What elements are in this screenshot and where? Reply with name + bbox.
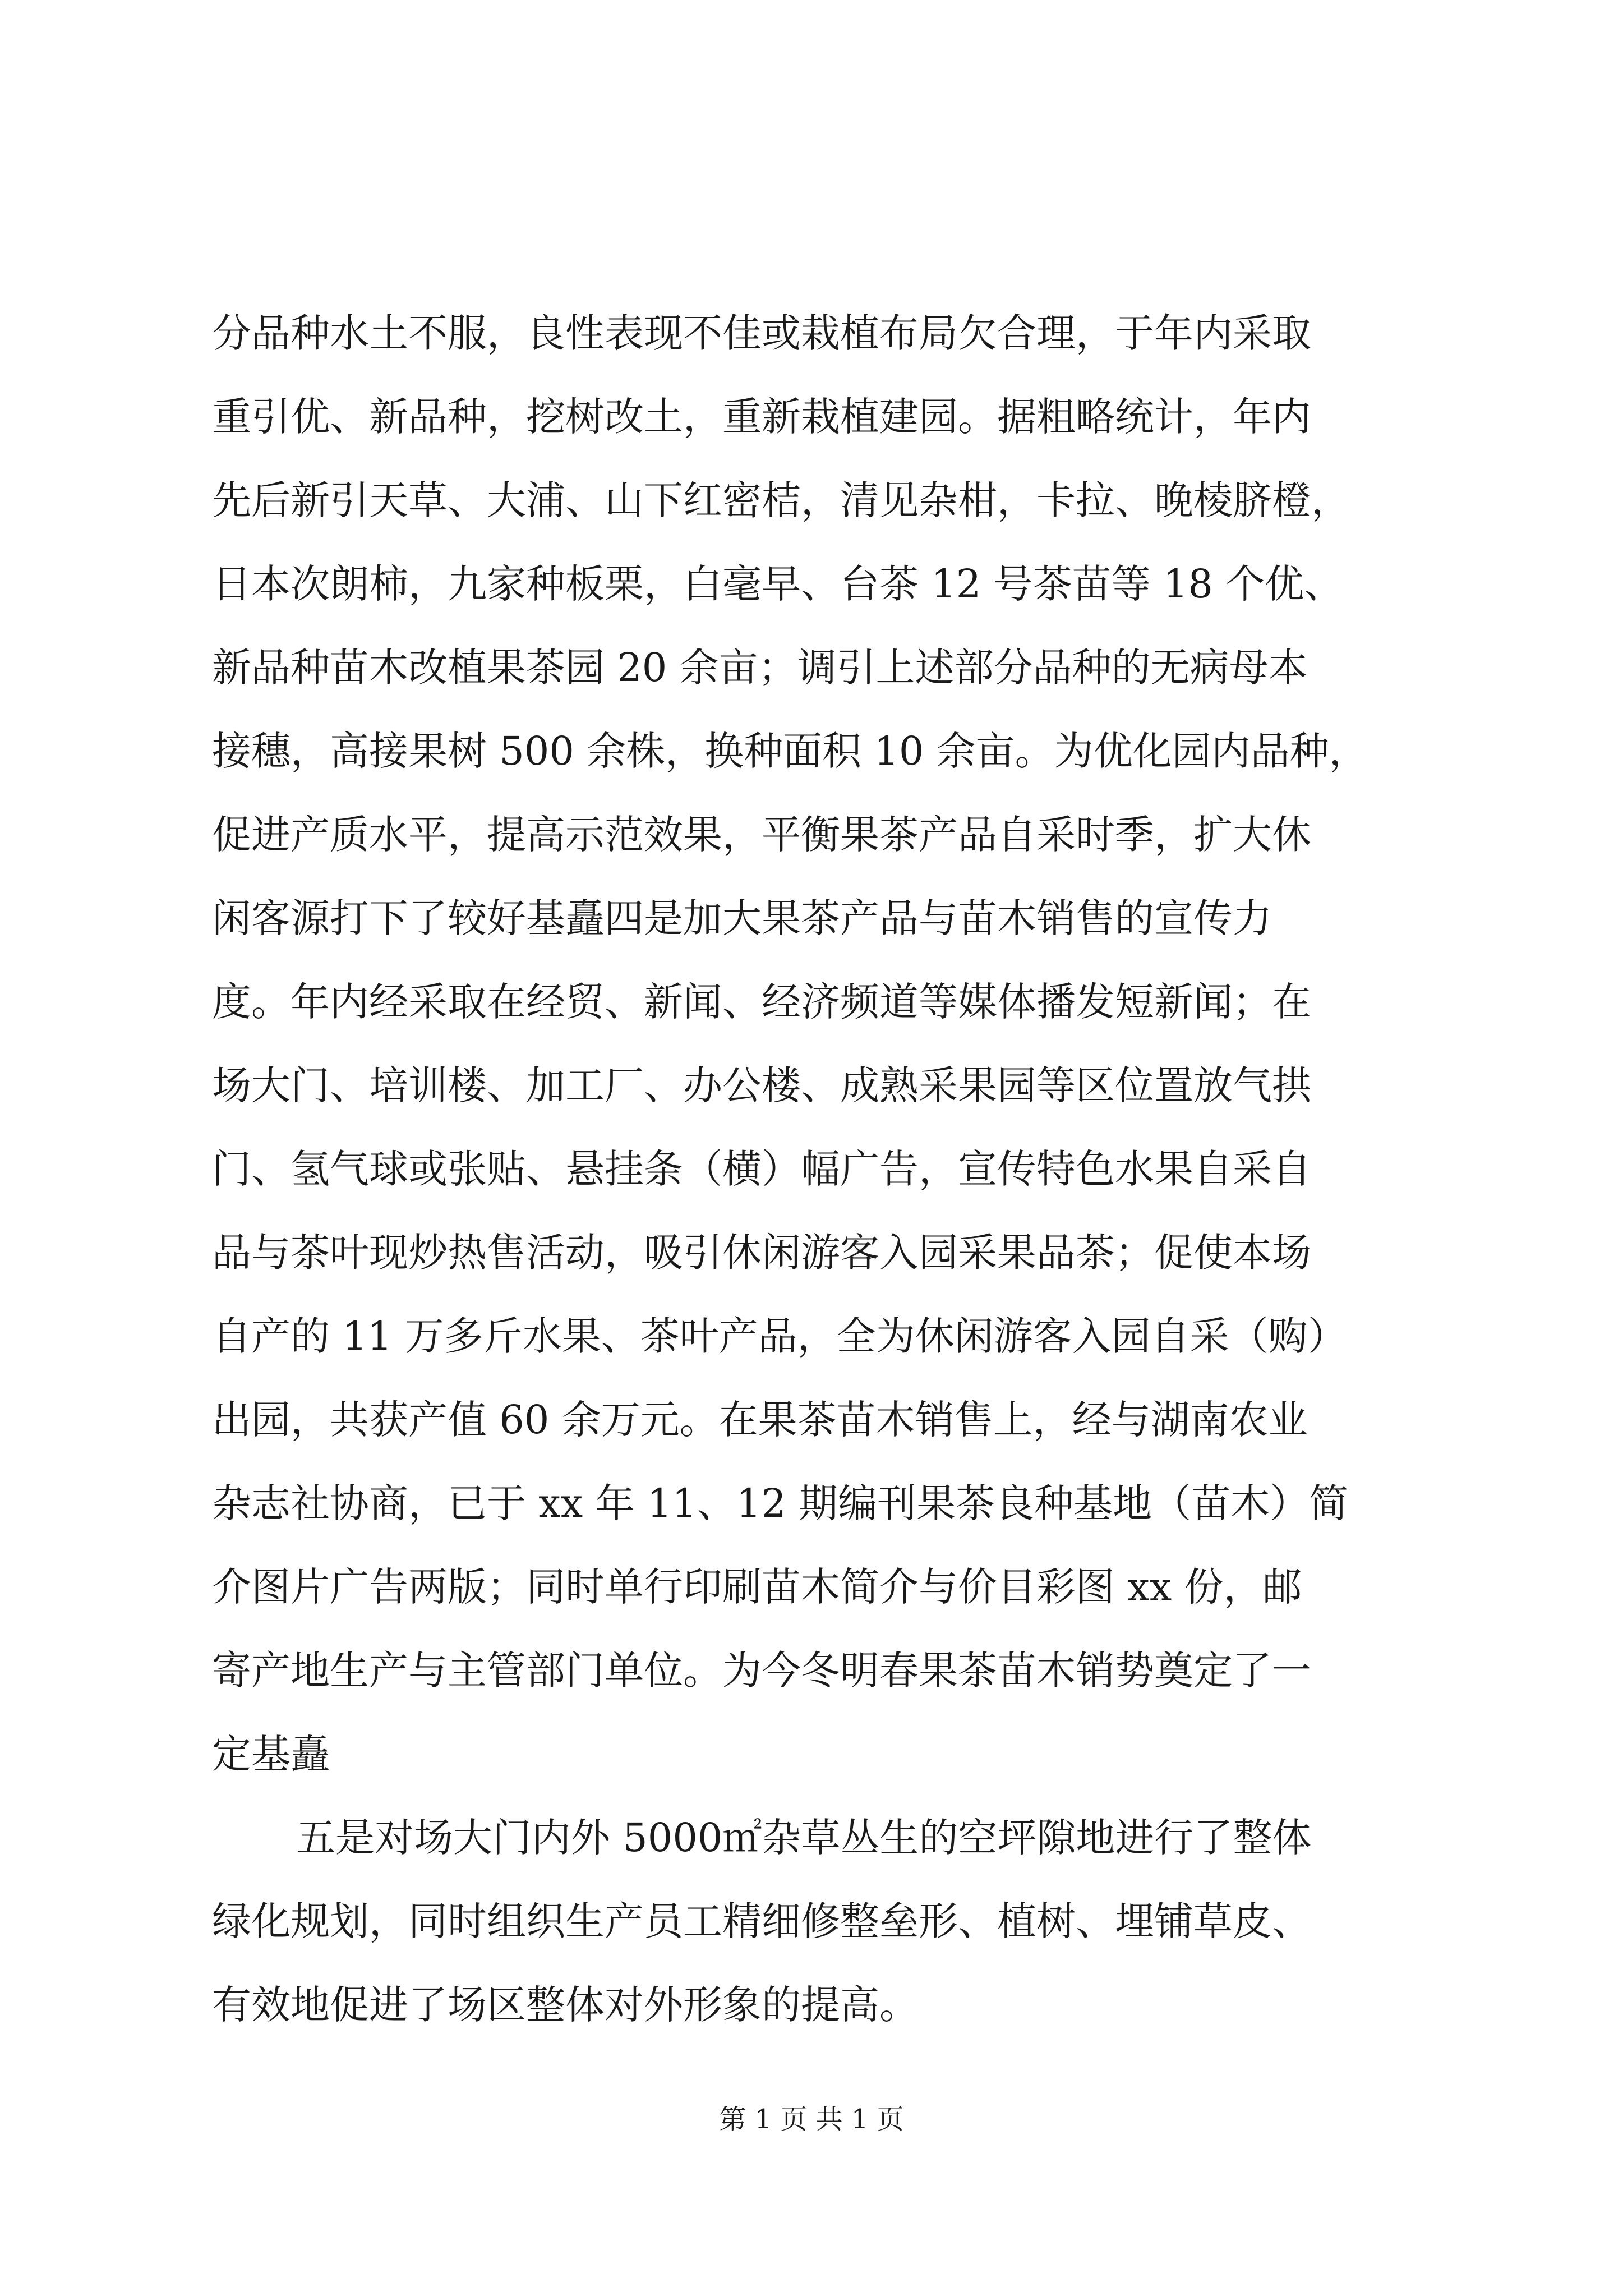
text-line: 绿化规划，同时组织生产员工精细修整垒形、植树、埋铺草皮、 xyxy=(212,1898,1311,1944)
page-footer xyxy=(0,2102,1623,2136)
text-line: 度。年内经采取在经贸、新闻、经济频道等媒体播发短新闻；在 xyxy=(212,979,1311,1025)
text-line: 出园，共获产值 60 余万元。在果茶苗木销售上，经与湖南农业 xyxy=(212,1397,1308,1443)
text-line: 定基矗 xyxy=(212,1731,330,1777)
text-line: 分品种水土不服，良性表现不佳或栽植布局欠合理，于年内采取 xyxy=(212,310,1311,356)
text-line: 重引优、新品种，挖树改土，重新栽植建园。据粗略统计，年内 xyxy=(212,394,1311,440)
paragraph-1 xyxy=(212,292,1418,1796)
text-line: 五是对场大门内外 5000㎡杂草丛生的空坪隙地进行了整体 xyxy=(296,1815,1312,1861)
paragraph-2 xyxy=(212,1796,1418,2047)
text-line: 寄产地生产与主管部门单位。为今冬明春果茶苗木销势奠定了一 xyxy=(212,1648,1311,1694)
text-line: 接穗，高接果树 500 余株，换种面积 10 余亩。为优化园内品种， xyxy=(212,728,1368,774)
text-line: 日本次朗柿，九家种板栗，白毫早、台茶 12 号茶苗等 18 个优、 xyxy=(212,561,1344,607)
text-line: 场大门、培训楼、加工厂、办公楼、成熟采果园等区位置放气拱 xyxy=(212,1062,1311,1108)
text-line: 促进产质水平，提高示范效果，平衡果茶产品自采时季，扩大休 xyxy=(212,812,1311,858)
text-line: 自产的 11 万多斤水果、茶叶产品，全为休闲游客入园自采（购） xyxy=(212,1313,1347,1359)
text-line: 闲客源打下了较好基矗四是加大果茶产品与苗木销售的宣传力 xyxy=(212,895,1272,941)
text-line: 新品种苗木改植果茶园 20 余亩；调引上述部分品种的无病母本 xyxy=(212,645,1308,691)
text-line: 品与茶叶现炒热售活动，吸引休闲游客入园采果品茶；促使本场 xyxy=(212,1230,1311,1276)
text-line: 先后新引天草、大浦、山下红密桔，清见杂柑，卡拉、晚棱脐橙， xyxy=(212,477,1350,523)
text-line: 介图片广告两版；同时单行印刷苗木简介与价目彩图 xx 份，邮 xyxy=(212,1564,1302,1610)
text-line: 门、氢气球或张贴、悬挂条（横）幅广告，宣传特色水果自采自 xyxy=(212,1146,1311,1192)
text-line: 杂志社协商，已于 xx 年 11、12 期编刊果茶良种基地（苗木）简 xyxy=(212,1480,1349,1526)
text-line: 有效地促进了场区整体对外形象的提高。 xyxy=(212,1982,919,2028)
document-body xyxy=(212,292,1418,2047)
page-number: 第 1 页 共 1 页 xyxy=(719,2104,904,2135)
